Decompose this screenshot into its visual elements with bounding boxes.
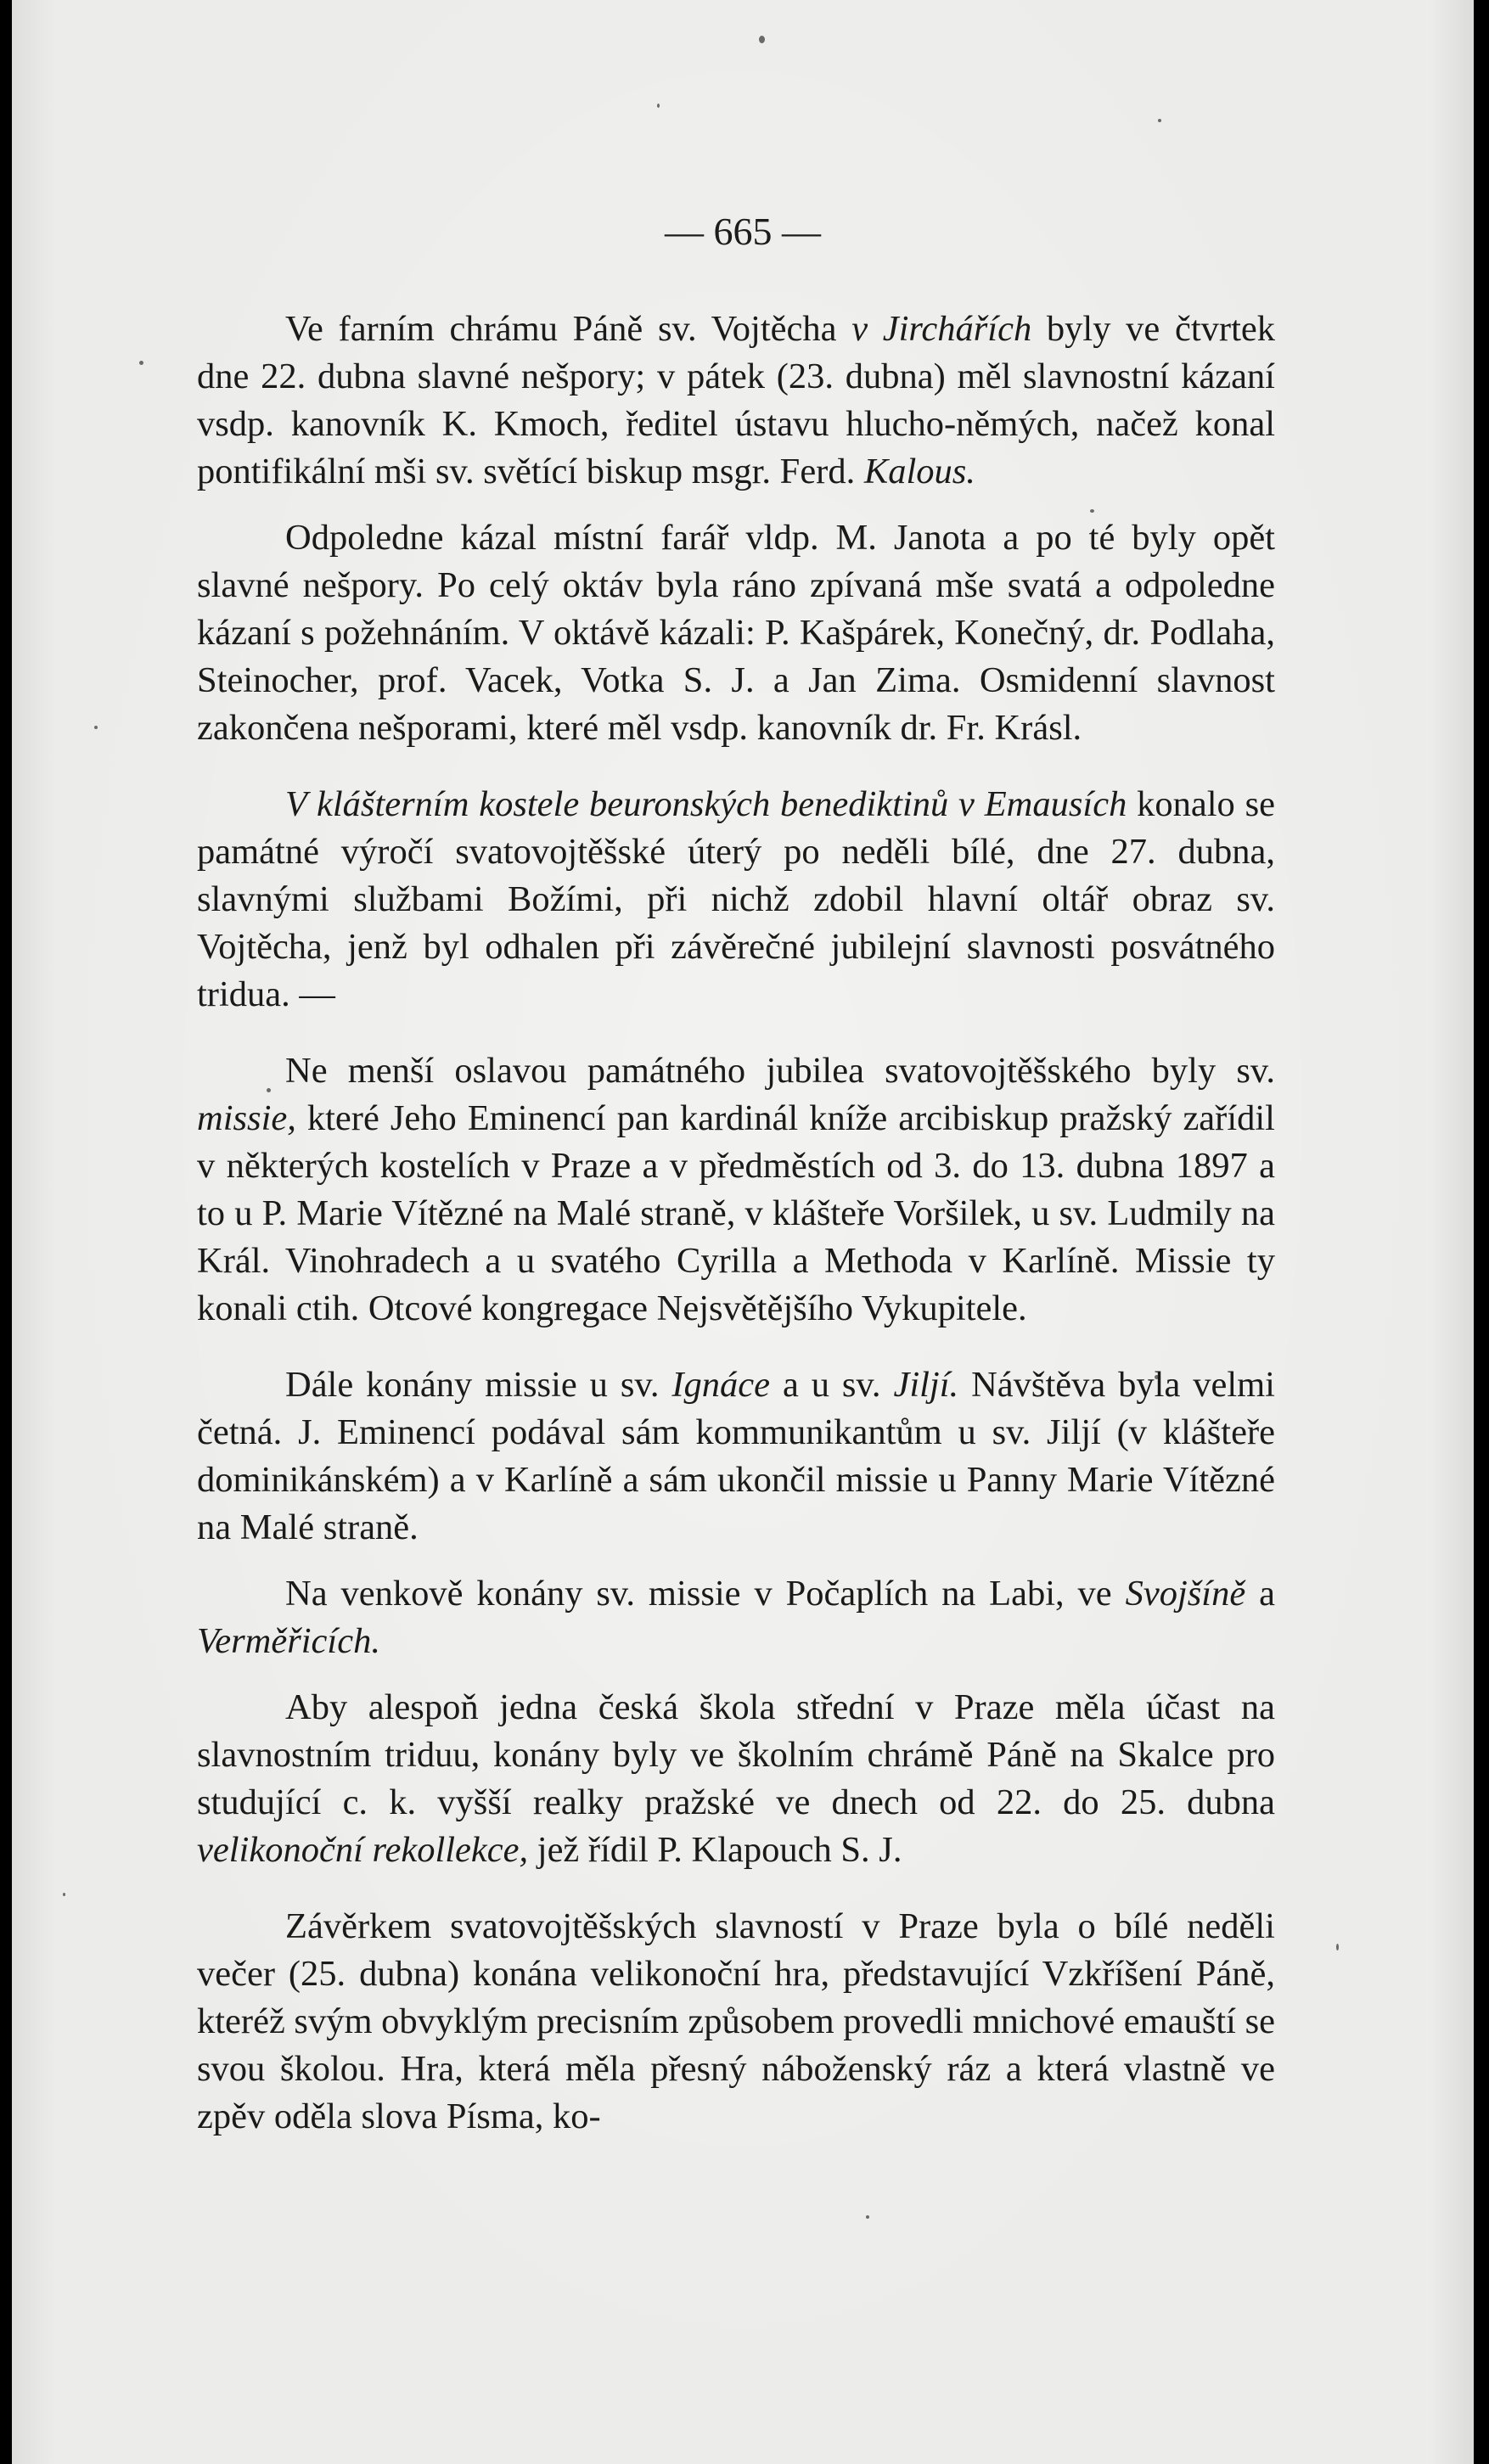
ink-speck — [866, 2215, 869, 2219]
text-segment-italic: Svojšíně — [1125, 1574, 1246, 1614]
ink-speck — [1336, 1944, 1339, 1950]
text-segment: Návštěva byla velmi četná. J. Eminencí podával sám kommunikantům u sv. Jiljí (v klášteře dominikánském) a v Karlíně a sám ukončil missie u Panny Marie Vítězné na Malé straně. — [197, 1365, 1275, 1547]
ink-speck — [63, 1893, 65, 1896]
text-column — [197, 306, 1275, 2141]
text-segment: Ve farním chrámu Páně sv. Vojtěcha — [285, 309, 852, 349]
text-segment-italic: v Jirchářích — [851, 309, 1032, 349]
text-segment: které Jeho Eminencí pan kardinál kníže arcibiskup pražský zařídil v některých kostelích v Praze a v předměstích od 3. do 13. dubna 1897 a to u P. Marie Vítězné na Malé straně, v klášteře Voršilek, u sv. Ludmily na Král. Vinohradech a u svatého Cyrilla a Methoda v Karlíně. Missie ty konali ctih. Otcové kongregace Nejsvětějšího Vykupitele. — [197, 1098, 1275, 1328]
paragraph-emauzy — [197, 781, 1275, 1019]
text-segment: jež řídil P. Klapouch S. J. — [528, 1830, 902, 1870]
page-number: — 665 — — [665, 210, 821, 253]
paragraph-zaverek — [197, 1903, 1275, 2141]
paragraph-jirchare — [197, 306, 1275, 496]
paragraph-missie — [197, 1047, 1275, 1333]
text-segment-italic: V klášterním kostele beuronských benediktinů v Emausích — [285, 784, 1127, 824]
ink-speck — [1158, 119, 1161, 122]
text-segment: byly ve čtvrtek dne 22. dubna slavné nešpory; v pátek (23. dubna) měl slavnostní kázaní vsdp. kanovník K. Kmoch, ředitel ústavu hlucho-němých, načež konal pontifikální mši sv. světící biskup msgr. Ferd. — [197, 309, 1275, 491]
text-segment: Odpoledne kázal místní farář vldp. M. Janota a po té byly opět slavné nešpory. Po celý oktáv byla ráno zpívaná mše svatá a odpoledne kázaní s požehnáním. V oktávě kázali: P. Kašpárek, Konečný, dr. Podlaha, Steinocher, prof. Vacek, Votka S. J. a Jan Zima. Osmidenní slavnost zakončena nešporami, které měl vsdp. kanovník dr. Fr. Krásl. — [197, 518, 1275, 748]
text-segment: Na venkově konány sv. missie v Počaplích na Labi, ve — [285, 1574, 1126, 1614]
text-segment-italic: Ignáce — [671, 1365, 771, 1405]
text-segment: Dále konány missie u sv. — [285, 1365, 672, 1405]
paragraph-odpoledne — [197, 514, 1275, 752]
text-segment: a — [1245, 1574, 1275, 1614]
text-segment: Závěrkem svatovojtěšských slavností v Praze byla o bílé neděli večer (25. dubna) konána velikonoční hra, představující Vzkříšení Páně, kteréž svým obvyklým precisním způsobem provedli mnichové emauští se svou školou. Hra, která měla přesný náboženský ráz a která vlastně ve zpěv oděla slova Písma, ko- — [197, 1906, 1275, 2136]
text-segment-italic: Kalous. — [863, 452, 975, 491]
text-segment-italic: Jiljí. — [893, 1365, 959, 1405]
paragraph-dale — [197, 1361, 1275, 1552]
ink-speck — [657, 104, 660, 108]
ink-speck — [139, 361, 143, 365]
text-segment: Ne menší oslavou památného jubilea svatovojtěšského byly sv. — [285, 1051, 1275, 1091]
text-segment-italic: Verměřicích. — [197, 1621, 380, 1661]
book-page — [12, 0, 1474, 2464]
text-segment: konalo se památné výročí svatovojtěšské úterý po neděli bílé, dne 27. dubna, slavnými službami Božími, při nichž zdobil hlavní oltář obraz sv. Vojtěcha, jenž byl odhalen při závěrečné jubilejní slavnosti posvátného tridua. — — [197, 784, 1275, 1014]
paragraph-skalka — [197, 1684, 1275, 1874]
ink-speck — [759, 36, 765, 43]
text-segment: Aby alespoň jedna česká škola střední v Praze měla účast na slavnostním triduu, konány byly ve školním chrámě Páně na Skalce pro studující c. k. vyšší realky pražské ve dnech od 22. do 25. dubna — [197, 1687, 1275, 1822]
text-segment-italic: missie, — [197, 1098, 296, 1138]
paragraph-venkov — [197, 1570, 1275, 1665]
ink-speck — [94, 726, 98, 729]
text-segment-italic: velikonoční rekollekce, — [197, 1830, 529, 1870]
text-segment: a u sv. — [770, 1365, 894, 1405]
